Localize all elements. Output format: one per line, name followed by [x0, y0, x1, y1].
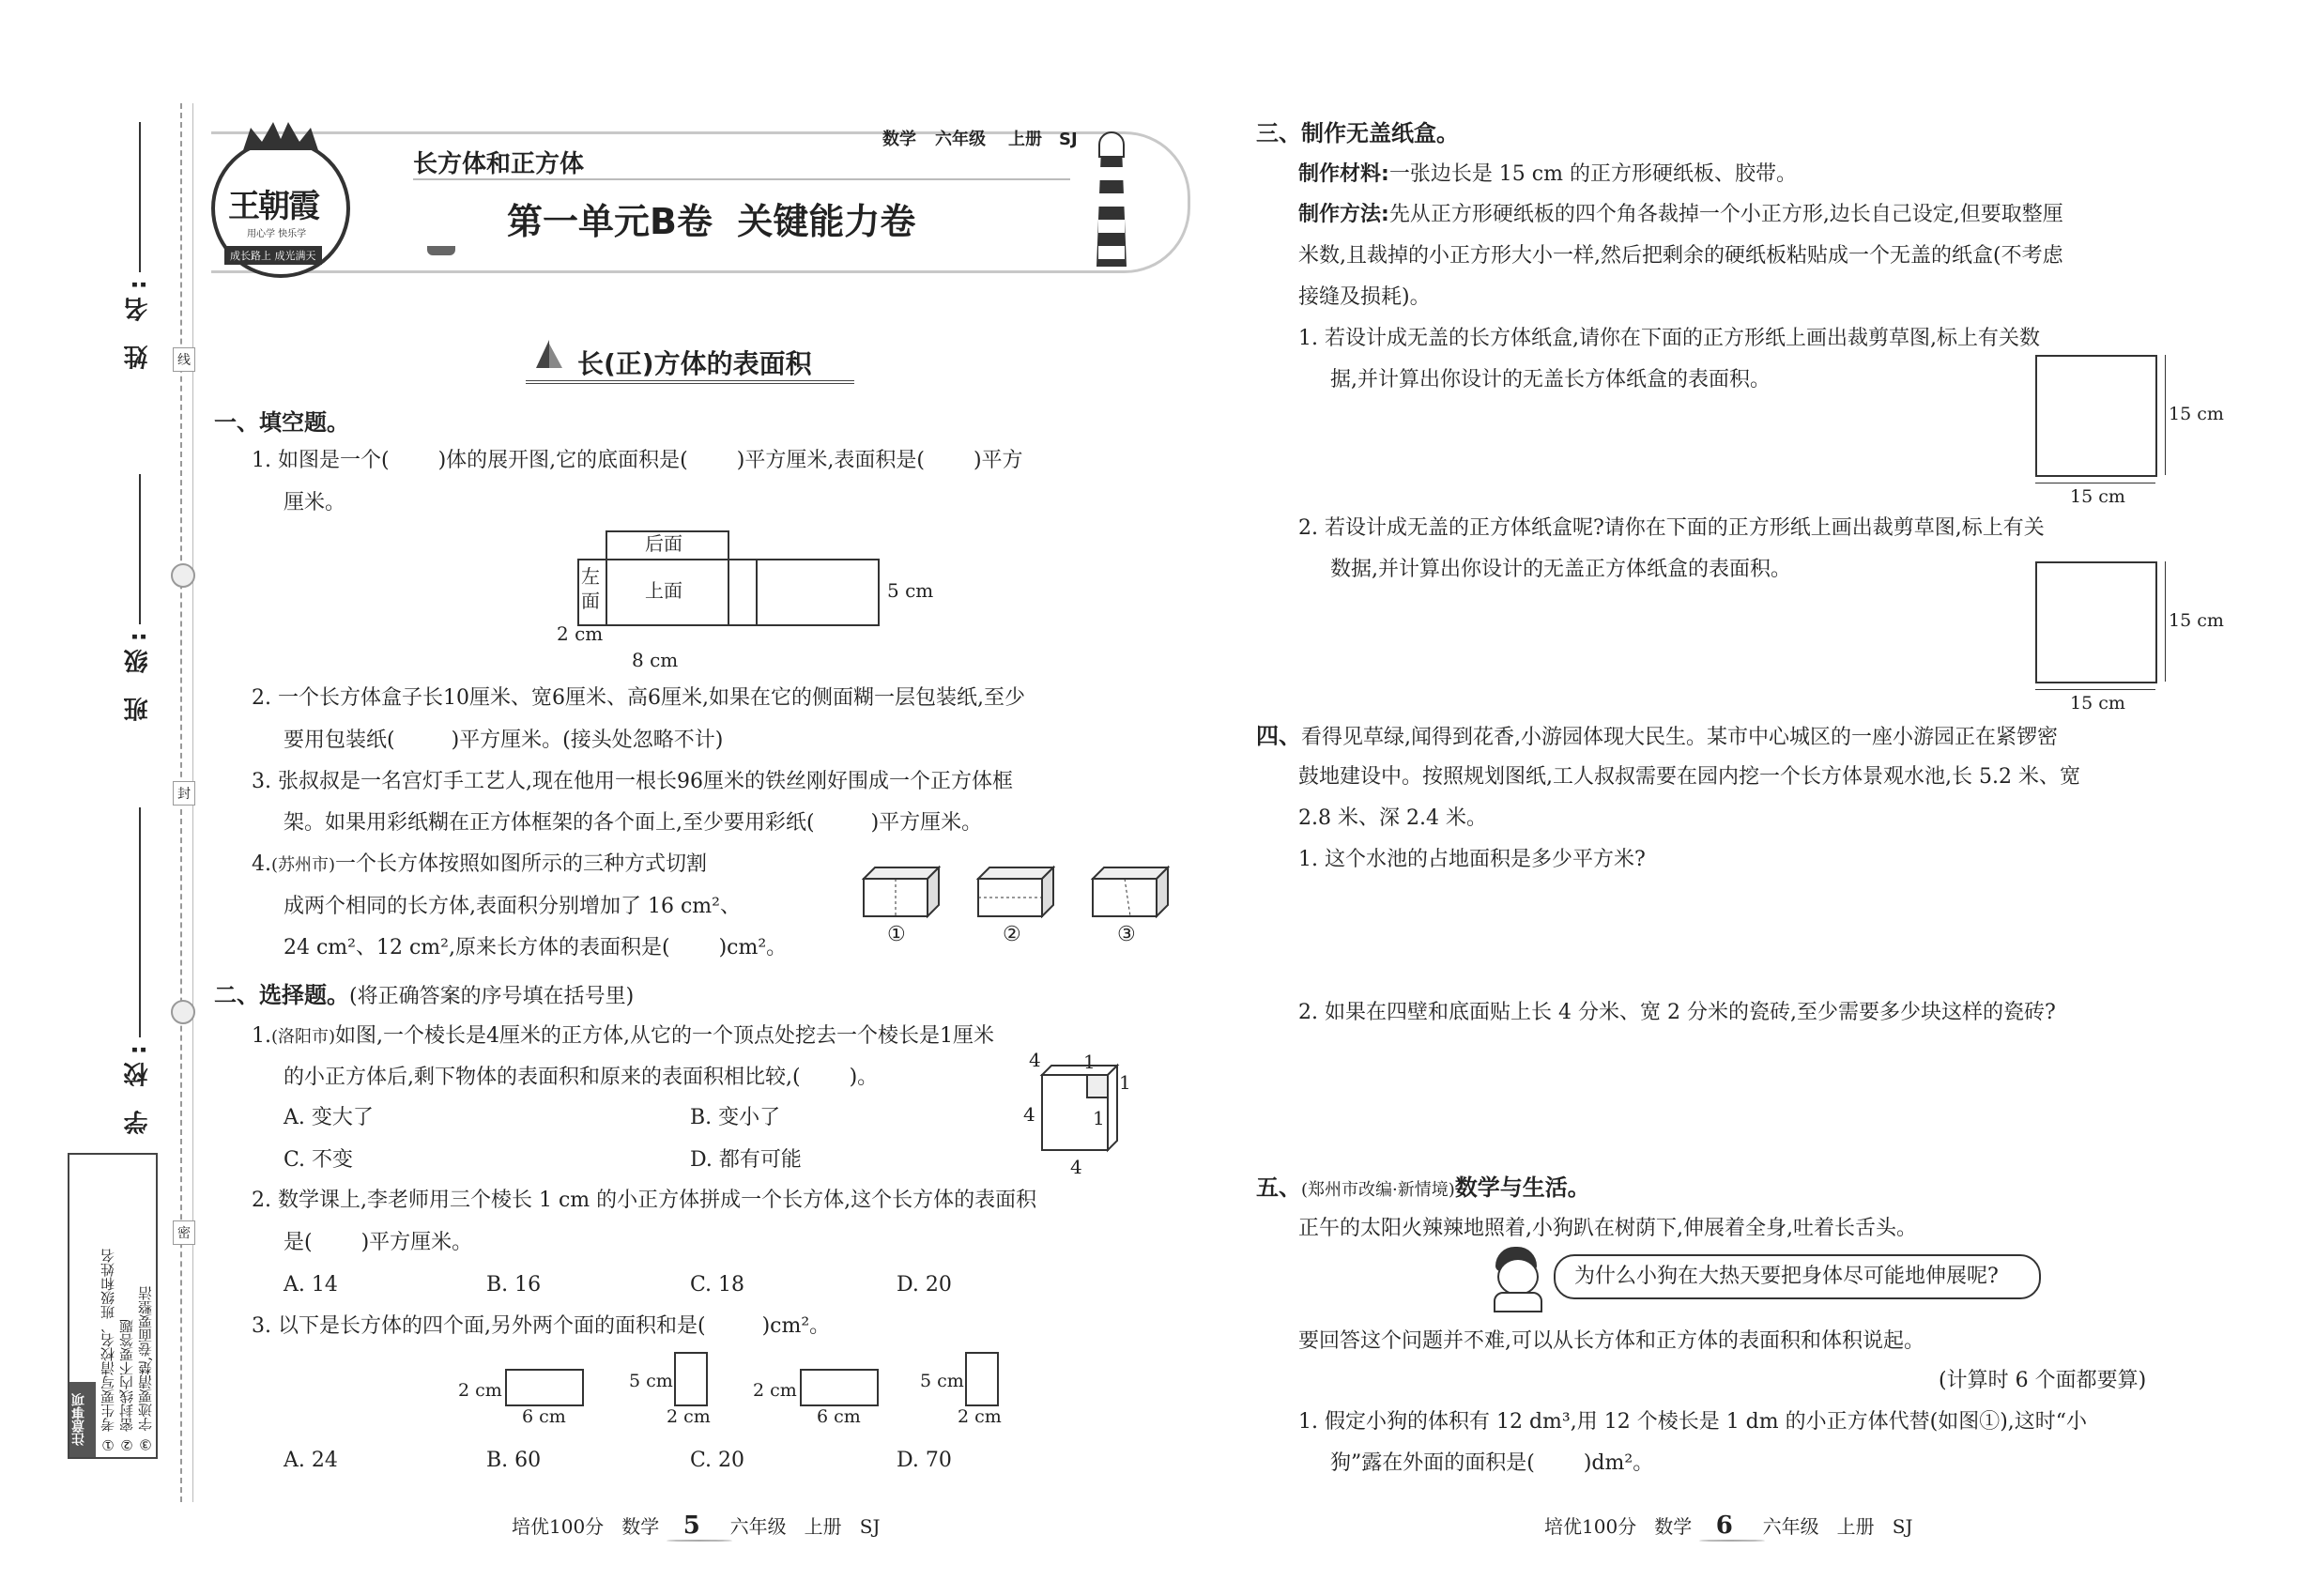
q2-2-line2: 是( )平方厘米。	[284, 1231, 473, 1254]
region-tag: (洛阳市)	[271, 1027, 336, 1047]
cut-figure-1	[862, 866, 937, 914]
footer-left-wave	[667, 1540, 732, 1542]
net-bottom-face	[756, 559, 880, 626]
face-2-h: 5 cm	[629, 1371, 673, 1391]
page-title: 第一单元B卷 关键能力卷	[507, 201, 916, 242]
q2-1-opt-b[interactable]: B. 变小了	[690, 1106, 781, 1129]
face-4	[965, 1352, 999, 1406]
seal-icon-2	[171, 1000, 195, 1024]
q2-3-opt-d[interactable]: D. 70	[897, 1449, 952, 1472]
q5-line1: 正午的太阳火辣辣地照着,小狗趴在树荫下,伸展着全身,吐着长舌头。	[1298, 1217, 1917, 1240]
q5-1: 1. 假定小狗的体积有 12 dm³,用 12 个棱长是 1 dm 的小正方体代替(如图①),这时“小	[1298, 1410, 2088, 1434]
q3-method: 制作方法:先从正方形硬纸板的四个角各裁掉一个小正方形,边长自己设定,但要取整厘	[1298, 203, 2063, 226]
meta-version: SJ	[1059, 130, 1078, 149]
q1-1-line2: 厘米。	[284, 491, 346, 514]
square-paper-2[interactable]	[2035, 561, 2157, 683]
face-3-w: 6 cm	[817, 1406, 861, 1427]
q5-line2: 要回答这个问题并不难,可以从长方体和正方体的表面积和体积说起。	[1298, 1329, 1924, 1353]
q1-3: 3. 张叔叔是一名宫灯手工艺人,现在他用一根长96厘米的铁丝刚好围成一个正方体框	[252, 770, 1013, 793]
topic-label: 长方体和正方体	[413, 150, 585, 178]
cut-mark-2: 封	[173, 781, 195, 806]
cut-label-2: ②	[1003, 923, 1021, 946]
q3-material: 制作材料:一张边长是 15 cm 的正方形硬纸板、胶带。	[1298, 162, 1797, 186]
q3-title: 三、制作无盖纸盒。	[1256, 120, 1459, 146]
q3-1-line2: 据,并计算出你设计的无盖长方体纸盒的表面积。	[1330, 368, 1771, 391]
cube-label-f: 4	[1070, 1156, 1082, 1178]
topic-underline	[413, 178, 1070, 180]
footer-left: 培优100分 数学 5 六年级 上册 SJ	[512, 1512, 881, 1540]
net-left-dim: 2 cm	[557, 622, 604, 645]
dim-line-v1	[2165, 355, 2166, 475]
section-heading: 长(正)方体的表面积	[577, 348, 812, 379]
face-3-h: 2 cm	[753, 1380, 797, 1401]
square-1-right-dim: 15 cm	[2169, 404, 2224, 424]
class-field[interactable]	[139, 474, 141, 624]
face-1	[505, 1369, 584, 1406]
square-1-bottom-dim: 15 cm	[2070, 486, 2125, 507]
q1-2: 2. 一个长方体盒子长10厘米、宽6厘米、高6厘米,如果在它的侧面糊一层包装纸,至少	[252, 686, 1025, 710]
cut-label-1: ①	[887, 923, 906, 946]
region-tag: (苏州市)	[271, 855, 336, 875]
footer-right: 培优100分 数学 6 六年级 上册 SJ	[1544, 1512, 1913, 1540]
school-field[interactable]	[139, 807, 141, 1037]
q3-method-3: 接缝及损耗)。	[1298, 285, 1431, 309]
cube-label-e: 1	[1093, 1107, 1105, 1129]
q2-3-opt-c[interactable]: C. 20	[690, 1449, 745, 1472]
net-bottom-dim: 8 cm	[632, 649, 679, 671]
meta-grade: 六年级	[935, 130, 986, 149]
q4-title: 四、	[1256, 723, 1301, 749]
q1-4-line3: 24 cm²、12 cm²,原来长方体的表面积是( )cm²。	[284, 936, 788, 959]
q4-1: 1. 这个水池的占地面积是多少平方米?	[1298, 848, 1646, 871]
face-3	[800, 1369, 879, 1406]
meta-subject: 数学	[882, 130, 916, 149]
q2-title: 二、选择题。	[214, 982, 349, 1008]
square-2-bottom-dim: 15 cm	[2070, 693, 2125, 714]
page-number-right: 6	[1715, 1512, 1733, 1540]
page-number-left: 5	[682, 1512, 700, 1540]
name-field[interactable]	[139, 122, 141, 272]
face-2-w: 2 cm	[667, 1406, 711, 1427]
q3-2-line2: 数据,并计算出你设计的无盖正方体纸盒的表面积。	[1330, 558, 1791, 581]
net-right-dim: 5 cm	[887, 579, 934, 602]
q4-1-answer-area[interactable]	[1298, 882, 2228, 986]
cut-label-3: ③	[1117, 923, 1136, 946]
cut-figure-2	[976, 866, 1051, 914]
q2-3-opt-a[interactable]: A. 24	[284, 1449, 338, 1472]
cut-mark-3: 密	[173, 1220, 195, 1245]
q2-2-opt-a[interactable]: A. 14	[284, 1273, 338, 1297]
q2-title-row	[214, 984, 634, 1007]
name-label: 姓 名:	[124, 272, 152, 370]
q2-1-line2: 的小正方体后,剩下物体的表面积和原来的表面积相比较,( )。	[284, 1066, 879, 1089]
region-tag: (郑州市改编·新情境)	[1301, 1180, 1455, 1200]
notice-title: 注意事项	[69, 1382, 96, 1457]
net-left-label: 左面	[581, 565, 600, 612]
cut-mark-1: 线	[173, 347, 195, 372]
q5-note: (计算时 6 个面都要算)	[1939, 1369, 2147, 1392]
cube-figure	[1023, 1049, 1145, 1178]
meta-term: 上册	[1008, 130, 1042, 149]
q5-1-line2: 狗”露在外面的面积是( )dm²。	[1330, 1451, 1654, 1475]
net-top-label: 上面	[645, 579, 682, 602]
cube-label-c: 4	[1023, 1103, 1035, 1126]
q1-title: 一、填空题。	[214, 409, 349, 436]
lighthouse-icon	[1089, 131, 1130, 263]
brand-sub2: 成长路上 成光满天	[224, 246, 322, 265]
cube-label-a: 4	[1029, 1049, 1041, 1071]
q3-1: 1. 若设计成无盖的长方体纸盒,请你在下面的正方形纸上画出裁剪草图,标上有关数	[1298, 327, 2040, 350]
notice-box	[68, 1153, 158, 1459]
q2-2: 2. 数学课上,李老师用三个棱长 1 cm 的小正方体拼成一个长方体,这个长方体的表面积	[252, 1189, 1037, 1212]
q1-2-line2: 要用包装纸( )平方厘米。(接头处忽略不计)	[284, 729, 724, 752]
face-1-h: 2 cm	[458, 1380, 502, 1401]
school-label: 学 校:	[124, 1037, 152, 1135]
q3-2: 2. 若设计成无盖的正方体纸盒呢?请你在下面的正方形纸上画出裁剪草图,标上有关	[1298, 516, 2045, 540]
q1-4-line2: 成两个相同的长方体,表面积分别增加了 16 cm²、	[284, 895, 741, 918]
dim-line-v2	[2165, 561, 2166, 682]
net-back-label: 后面	[645, 532, 682, 555]
q1-3-line2: 架。如果用彩纸糊在正方体框架的各个面上,至少要用彩纸( )平方厘米。	[284, 811, 983, 835]
q2-1-opt-c[interactable]: C. 不变	[284, 1148, 354, 1172]
net-side-face	[728, 559, 758, 626]
q2-3-opt-b[interactable]: B. 60	[486, 1449, 542, 1472]
bubble-text: 为什么小狗在大热天要把身体尽可能地伸展呢?	[1574, 1265, 1999, 1288]
brand-sub1: 用心学 快乐学	[247, 229, 307, 239]
seal-icon-1	[171, 563, 195, 588]
cube-label-d: 1	[1119, 1071, 1131, 1094]
q1-1-number: 1.	[252, 449, 271, 472]
sail-icon	[530, 340, 568, 374]
q4-2: 2. 如果在四壁和底面贴上长 4 分米、宽 2 分米的瓷砖,至少需要多少块这样的瓷砖?	[1298, 1001, 2056, 1024]
brand-name: 王朝霞	[228, 188, 318, 225]
q4-row: 四、看得见草绿,闻得到花香,小游园体现大民生。某市中心城区的一座小游园正在紧锣密	[1256, 723, 2058, 749]
square-2-right-dim: 15 cm	[2169, 610, 2224, 631]
section-heading-underline	[526, 380, 854, 384]
q2-1-opt-a[interactable]: A. 变大了	[284, 1106, 374, 1129]
dim-line-h2	[2035, 689, 2155, 690]
notice-1: ① 考生要写清校名、班级和姓名	[100, 1249, 116, 1453]
notice-3: ③ 字迹要清楚,卷面要整洁	[137, 1286, 154, 1453]
cut-figure-3	[1091, 866, 1166, 914]
square-paper-1[interactable]	[2035, 355, 2157, 477]
q3-method-2: 米数,且裁掉的小正方形大小一样,然后把剩余的硬纸板粘贴成一个无盖的纸盒(不考虑	[1298, 244, 2063, 268]
face-4-h: 5 cm	[920, 1371, 964, 1391]
q2-2-opt-d[interactable]: D. 20	[897, 1273, 952, 1297]
q4-line2: 鼓地建设中。按照规划图纸,工人叔叔需要在园内挖一个长方体景观水池,长 5.2 米、宽	[1298, 765, 2080, 789]
q1-4: 4.(苏州市)一个长方体按照如图所示的三种方式切割	[252, 852, 708, 876]
q2-1-opt-d[interactable]: D. 都有可能	[690, 1148, 802, 1172]
cube-label-b: 1	[1083, 1051, 1096, 1073]
q5-title-row: 五、(郑州市改编·新情境)数学与生活。	[1256, 1174, 1590, 1201]
footer-right-wave	[1699, 1540, 1765, 1542]
q4-line3: 2.8 米、深 2.4 米。	[1298, 806, 1487, 830]
class-label: 班 级:	[124, 624, 152, 722]
brand-logo	[211, 139, 350, 278]
net-figure	[557, 530, 934, 671]
q2-1: 1.(洛阳市)如图,一个棱长是4厘米的正方体,从它的一个顶点处挖去一个棱长是1厘米	[252, 1024, 995, 1048]
q2-note: (将正确答案的序号填在括号里)	[349, 985, 635, 1008]
speech-bubble	[1554, 1254, 2041, 1299]
boy-avatar	[1488, 1247, 1544, 1309]
face-1-w: 6 cm	[522, 1406, 566, 1427]
face-2	[674, 1352, 708, 1406]
q1-1: 1. 如图是一个( )体的展开图,它的底面积是( )平方厘米,表面积是( )平方	[252, 449, 1023, 472]
q2-2-opt-b[interactable]: B. 16	[486, 1273, 542, 1297]
ship-icon	[427, 246, 455, 255]
q2-2-opt-c[interactable]: C. 18	[690, 1273, 745, 1297]
q2-3: 3. 以下是长方体的四个面,另外两个面的面积和是( )cm²。	[252, 1314, 831, 1338]
q4-2-answer-area[interactable]	[1298, 1033, 2228, 1155]
notice-2: ② 密封线内不要答题	[118, 1319, 135, 1453]
face-4-w: 2 cm	[958, 1406, 1002, 1427]
